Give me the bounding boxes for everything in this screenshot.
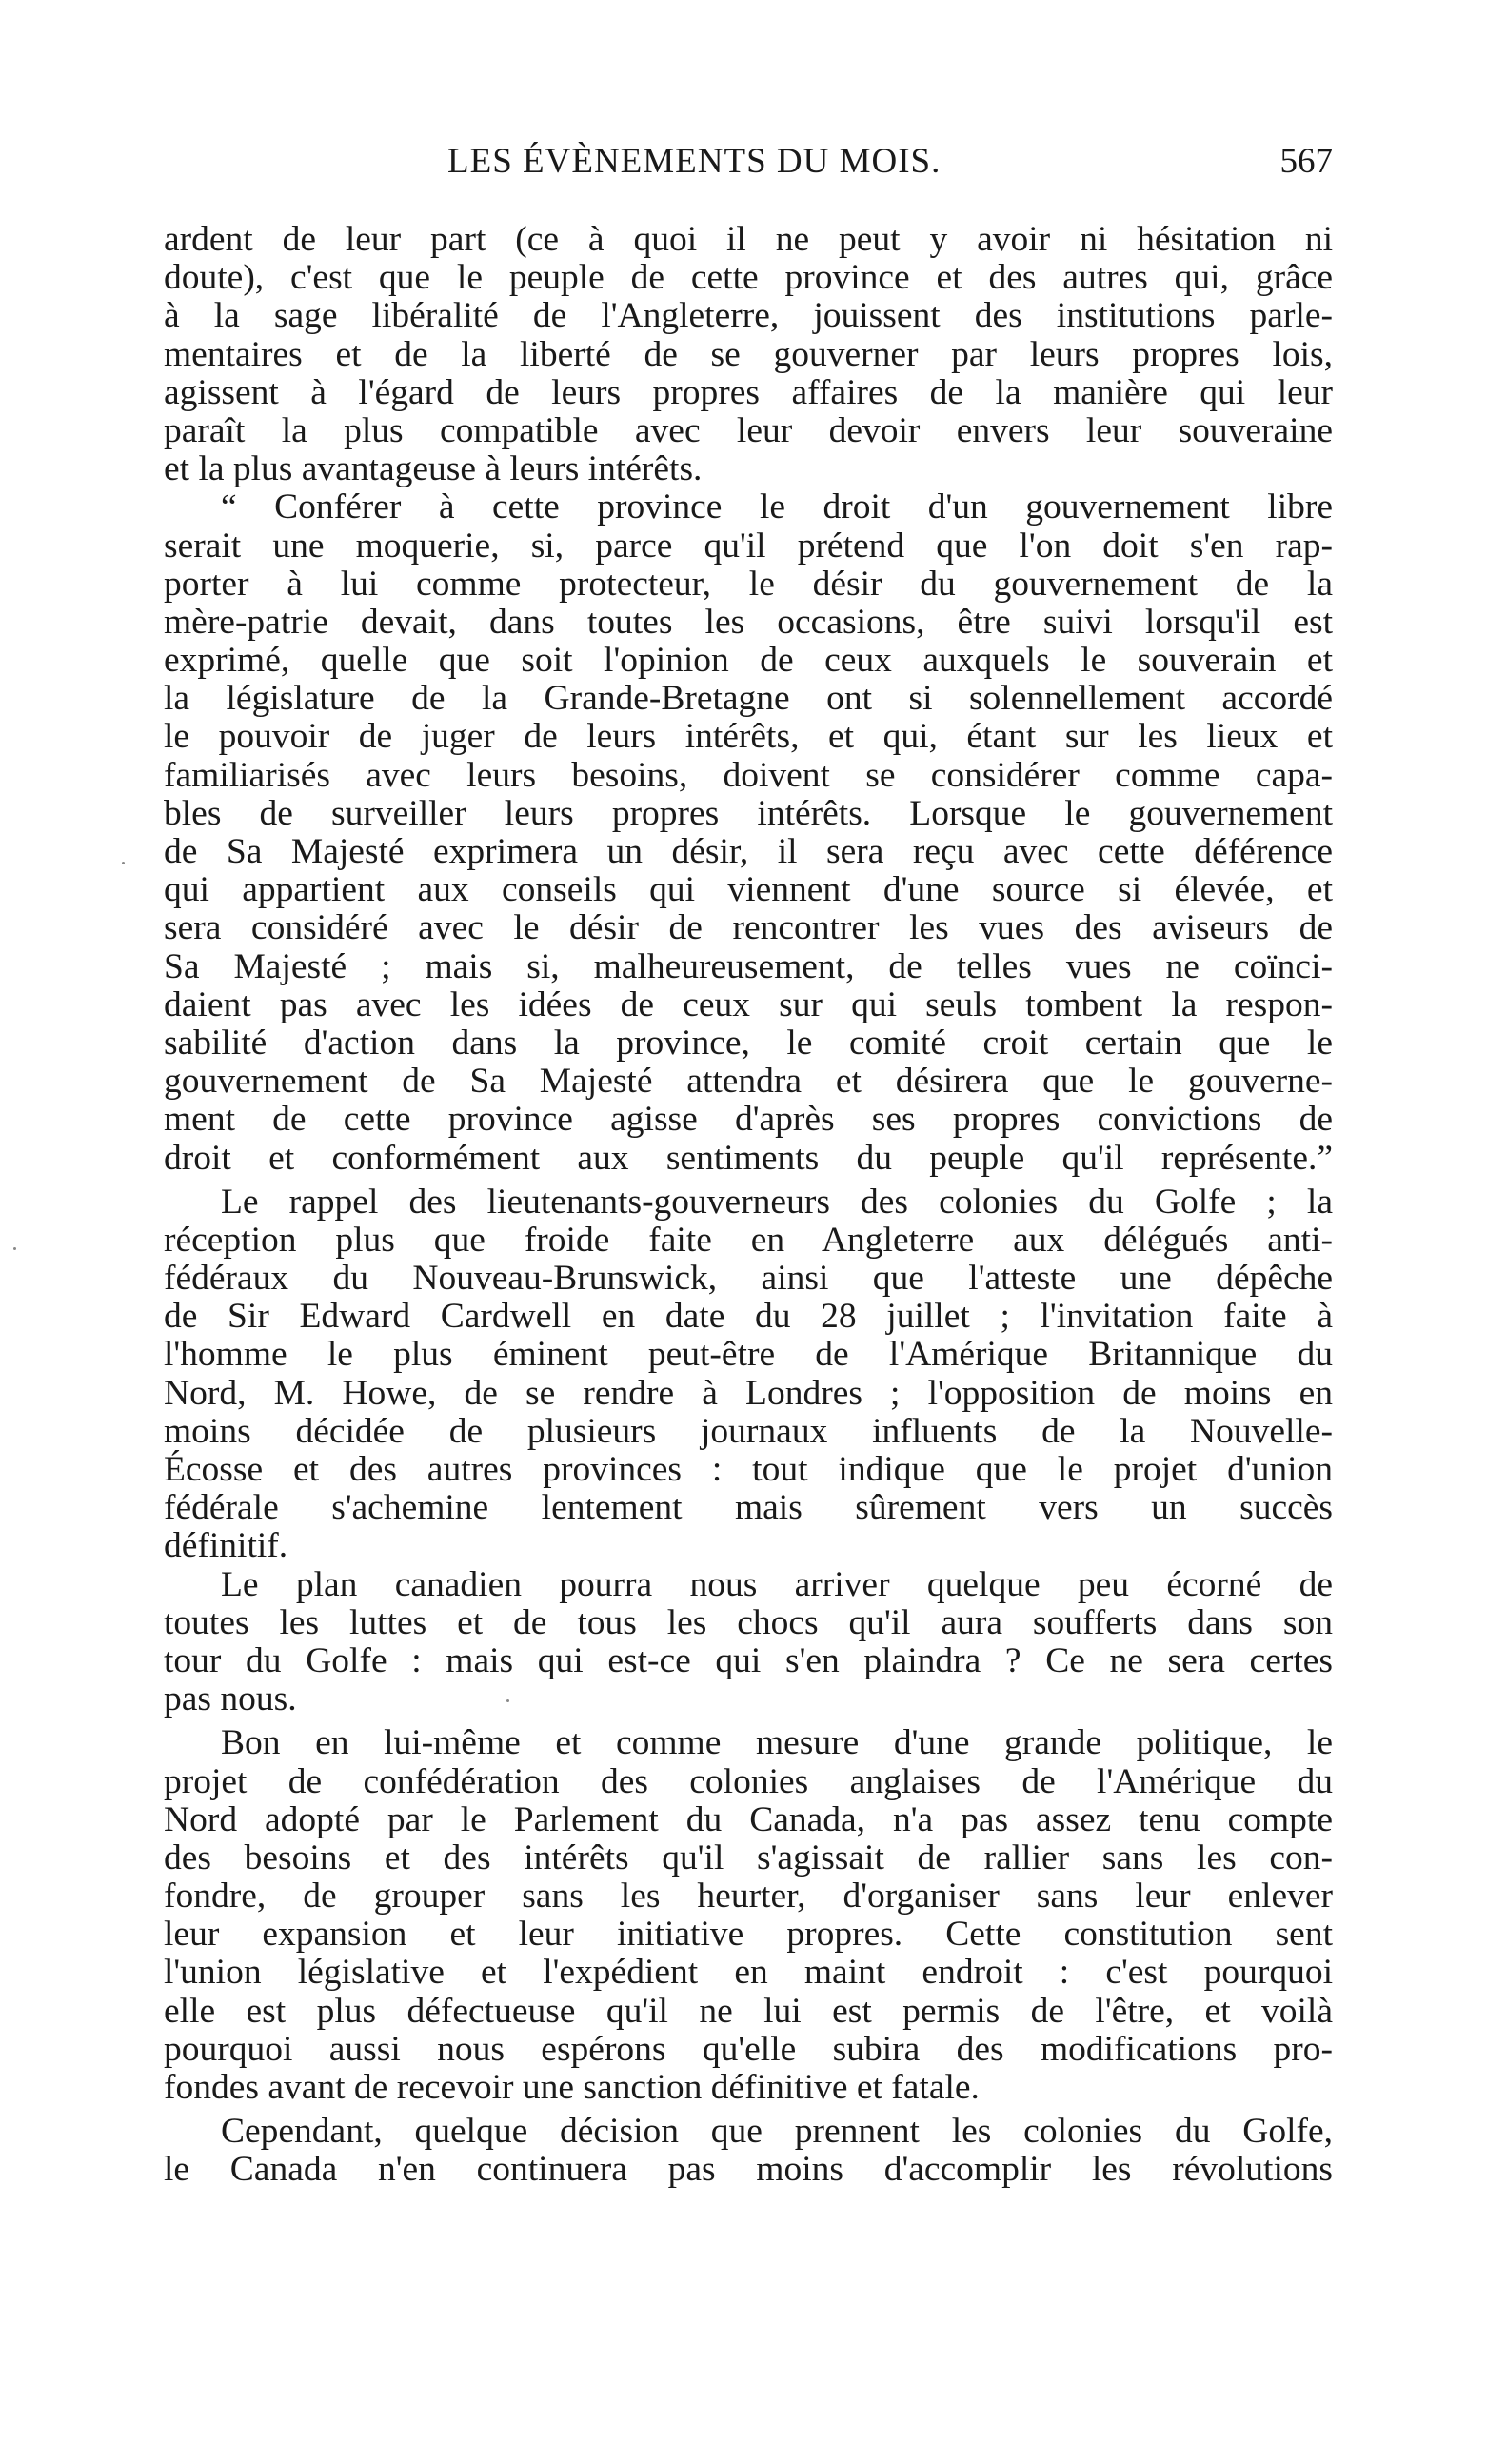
text-line: leur expansion et leur initiative propres. Cette constitution sent [164,1915,1333,1955]
text-line: Cependant, quelque décision que prennent les colonies du Golfe, [221,2112,1333,2152]
text-line: Le rappel des lieutenants-gouverneurs des colonies du Golfe ; la [221,1182,1333,1222]
text-line: définitif. [164,1526,288,1566]
text-line: Nord, M. Howe, de se rendre à Londres ; l'opposition de moins en [164,1373,1333,1413]
text-line: elle est plus défectueuse qu'il ne lui est permis de l'être, et voilà [164,1991,1333,2031]
paragraph [164,2113,1333,2189]
text-line: Le plan canadien pourra nous arriver quelque peu écorné de [221,1564,1333,1604]
running-title: LES ÉVÈNEMENTS DU MOIS. [447,142,942,181]
text-line: gouvernement de Sa Majesté attendra et désirera que le gouverne- [164,1062,1333,1102]
text-line: pourquoi aussi nous espérons qu'elle subira des modifications pro- [164,2029,1333,2069]
text-line: l'homme le plus éminent peut-être de l'Amérique Britannique du [164,1335,1333,1375]
scan-speck [506,1699,509,1702]
text-line: à la sage libéralité de l'Angleterre, jouissent des institutions parle- [164,296,1333,336]
body-text [164,221,1333,2190]
text-line: Bon en lui-même et comme mesure d'une grande politique, le [221,1723,1333,1763]
text-line: mère-patrie devait, dans toutes les occasions, être suivi lorsqu'il est [164,602,1333,642]
paragraph [164,1566,1333,1719]
text-line: agissent à l'égard de leurs propres affaires de la manière qui leur [164,372,1333,412]
text-line: le pouvoir de juger de leurs intérêts, et qui, étant sur les lieux et [164,717,1333,757]
text-line: pas nous. [164,1679,297,1719]
text-line: ardent de leur part (ce à quoi il ne peut y avoir ni hésitation ni [164,220,1333,259]
text-line: fédéraux du Nouveau-Brunswick, ainsi que l'atteste une dépêche [164,1259,1333,1299]
text-line: fondes avant de recevoir une sanction définitive et fatale. [164,2068,980,2107]
text-line: daient pas avec les idées de ceux sur qui seuls tombent la respon- [164,984,1333,1024]
text-line: fondre, de grouper sans les heurter, d'organiser sans leur enlever [164,1877,1333,1917]
text-line: réception plus que froide faite en Angleterre aux délégués anti- [164,1220,1333,1260]
paragraph [164,488,1333,1177]
text-line: des besoins et des intérêts qu'il s'agissait de rallier sans les con- [164,1838,1333,1878]
text-line: toutes les luttes et de tous les chocs qu'il aura soufferts dans son [164,1602,1333,1642]
text-line: mentaires et de la liberté de se gouverner par leurs propres lois, [164,334,1333,374]
text-line: et la plus avantageuse à leurs intérêts. [164,449,703,489]
paragraph [164,1724,1333,2107]
text-line: “ Conférer à cette province le droit d'un gouvernement libre [221,487,1333,527]
paragraph [164,221,1333,488]
paragraph [164,1183,1333,1566]
text-line: exprimé, quelle que soit l'opinion de ceux auxquels le souverain et [164,641,1333,681]
text-line: l'union législative et l'expédient en maint endroit : c'est pourquoi [164,1953,1333,1993]
text-line: de Sa Majesté exprimera un désir, il sera reçu avec cette déférence [164,832,1333,871]
text-line: porter à lui comme protecteur, le désir du gouvernement de la [164,564,1333,604]
text-line: Nord adopté par le Parlement du Canada, n'a pas assez tenu compte [164,1799,1333,1839]
text-line: droit et conformément aux sentiments du peuple qu'il représente.” [164,1138,1333,1178]
text-line: Sa Majesté ; mais si, malheureusement, de telles vues ne coïnci- [164,946,1333,986]
text-line: serait une moquerie, si, parce qu'il prétend que l'on doit s'en rap- [164,526,1333,566]
text-line: tour du Golfe : mais qui est-ce qui s'en plaindra ? Ce ne sera certes [164,1640,1333,1680]
running-head [162,141,1333,198]
text-line: qui appartient aux conseils qui viennent d'une source si élevée, et [164,870,1333,910]
text-line: sabilité d'action dans la province, le comité croit certain que le [164,1023,1333,1063]
text-line: le Canada n'en continuera pas moins d'accomplir les révolutions [164,2150,1333,2190]
text-line: bles de surveiller leurs propres intérêts. Lorsque le gouvernement [164,793,1333,833]
text-line: la législature de la Grande-Bretagne ont si solennellement accordé [164,679,1333,719]
text-line: paraît la plus compatible avec leur devoir envers leur souveraine [164,410,1333,450]
text-line: fédérale s'achemine lentement mais sûrement vers un succès [164,1488,1333,1528]
text-line: doute), c'est que le peuple de cette province et des autres qui, grâce [164,258,1333,298]
scan-speck [13,1247,16,1250]
text-line: sera considéré avec le désir de rencontrer les vues des aviseurs de [164,908,1333,948]
text-line: Écosse et des autres provinces : tout indique que le projet d'union [164,1450,1333,1489]
text-line: projet de confédération des colonies anglaises de l'Amérique du [164,1761,1333,1801]
text-line: familiarisés avec leurs besoins, doivent se considérer comme capa- [164,755,1333,795]
page-number: 567 [1279,142,1333,181]
text-line: ment de cette province agisse d'après ses propres convictions de [164,1100,1333,1140]
text-line: moins décidée de plusieurs journaux influents de la Nouvelle- [164,1411,1333,1451]
text-line: de Sir Edward Cardwell en date du 28 juillet ; l'invitation faite à [164,1297,1333,1337]
scan-speck [122,862,125,864]
